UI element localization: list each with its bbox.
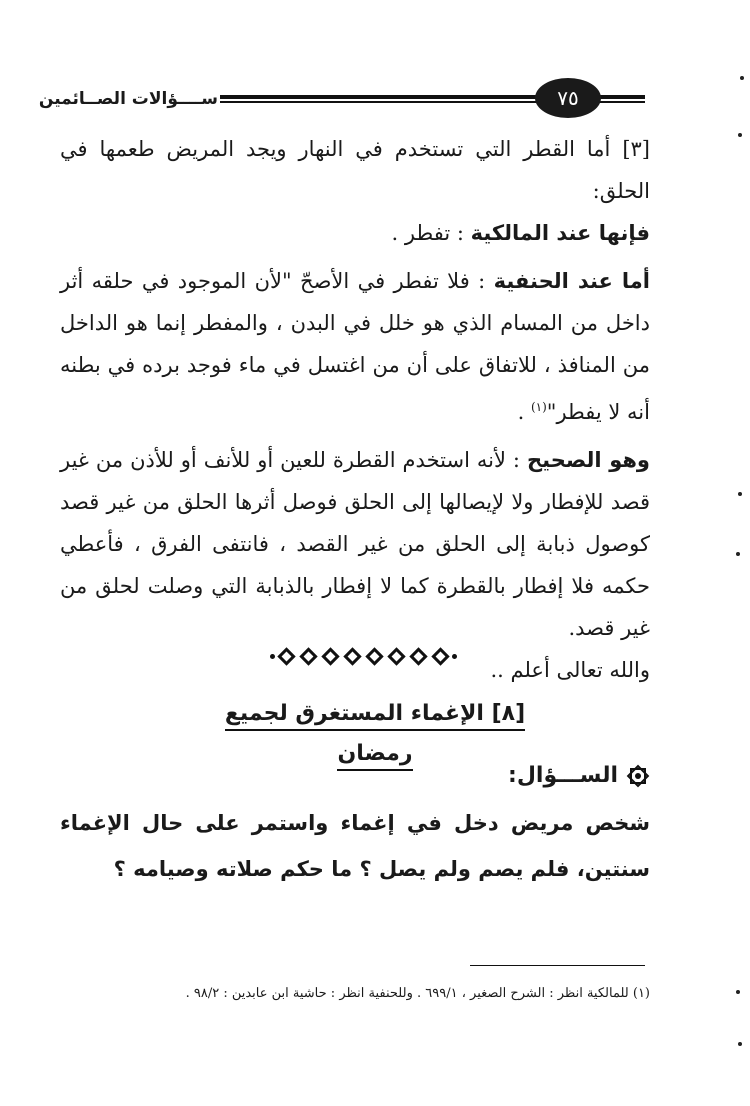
section-heading-text: [٨] الإغماء المستغرق لجميع رمضان (225, 701, 525, 771)
footnote: (١) للمالكية انظر : الشرح الصغير ، ٦٩٩/١ . وللحنفية انظر : حاشية ابن عابدين : ٩٨/٢ . (185, 986, 650, 1001)
ornament-diamond (299, 647, 317, 665)
ornament-diamond (409, 647, 427, 665)
ornament-dot (270, 654, 275, 659)
paragraph-1: [٣] أما القطر التي تستخدم في النهار ويجد المريض طعمها في الحلق: (60, 137, 650, 203)
ornament-diamond (365, 647, 383, 665)
paragraph-4-lead: وهو الصحيح (526, 448, 650, 472)
paragraph-3-lead: أما عند الحنفية (493, 269, 650, 293)
scan-speck (736, 990, 740, 994)
paragraph-2-lead: فإنها عند المالكية (470, 221, 650, 245)
scan-speck (738, 133, 742, 137)
question-body: شخص مريض دخل في إغماء واستمر على حال الإغماء سنتين، فلم يصم ولم يصل ؟ ما حكم صلاته وصيامه ؟ (60, 811, 650, 881)
scan-speck (736, 552, 740, 556)
paragraph-3 (60, 260, 650, 433)
ornament-diamond (277, 647, 295, 665)
paragraph-5: والله تعالى أعلم .. (490, 658, 650, 682)
ornament-diamond (321, 647, 339, 665)
paragraph-3-text: : فلا تفطر في الأصحّ "لأن الموجود في حلقه أثر داخل من المسام الذي هو خلل في البدن ، والمفطر إنما هو الداخل من المنافذ ، للاتفاق على أن من اغتسل في ماء فوجد برده في بطنه أنه لا يفطر" (60, 269, 650, 424)
body-text (60, 128, 650, 691)
question-text (60, 800, 650, 892)
paragraph-2-text: : تفطر . (391, 221, 471, 245)
scan-speck (738, 1042, 742, 1046)
question-label (380, 756, 650, 796)
paragraph-4 (60, 439, 650, 649)
ornament-diamond (343, 647, 361, 665)
paragraph-4-text: : لأنه استخدم القطرة للعين أو للأنف أو للأذن من غير قصد للإفطار ولا لإيصالها إلى الحلق فوصل أثرها الحلق من غير قصد كوصول ذبابة إلى الحلق من غير القصد ، فانتفى الفرق ، فأعطي حكمه فلا إفطار بالقطرة كما لا إفطار بالذبابة التي وصلت لحلق من غير قصد. (60, 448, 650, 640)
star-ornament-icon (626, 764, 650, 788)
page-number: ٧٥ (535, 78, 601, 118)
ornament-diamond (387, 647, 405, 665)
footnote-reference: (١) (530, 400, 547, 414)
scan-speck (738, 492, 742, 496)
scan-speck (740, 76, 744, 80)
ornament-dot (452, 654, 457, 659)
ornament-diamond (431, 647, 449, 665)
ornament-divider (263, 643, 463, 669)
running-header-title: ســــؤالات الصــائمين (38, 89, 218, 109)
section-heading (200, 694, 550, 766)
footnote-rule (470, 965, 645, 966)
question-label-text: الســـؤال: (508, 763, 618, 788)
paragraph-3-end: . (517, 400, 531, 424)
paragraph-2 (60, 212, 650, 254)
